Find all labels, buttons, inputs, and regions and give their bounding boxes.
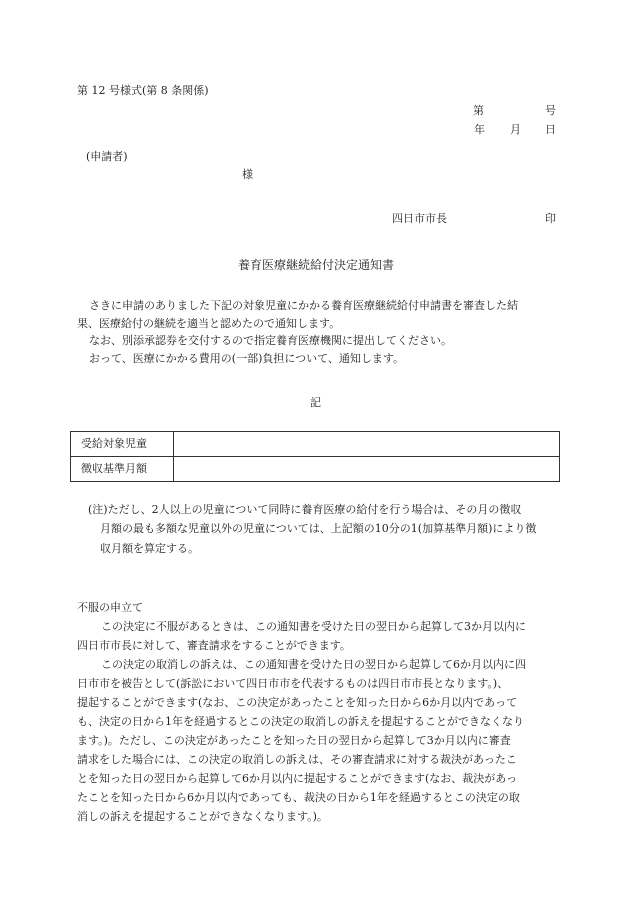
form-number: 第 12 号様式(第 8 条関係) [77,84,209,97]
table-row [71,432,560,457]
issuer-seal: 印 [545,212,556,225]
appeal-line: この決定の取消しの訴えは、この通知書を受けた日の翌日から起算して6か月以内に四 [101,658,526,672]
appeal-line: も、決定の日から1年を経過するとこの決定の取消しの訴えを提起することができなくなり [77,715,524,729]
appeal-heading: 不服の申立て [77,601,143,614]
note-line: 月額の最も多額な児童以外の児童については、上記額の10分の1(加算基準月額)により徴 [100,522,537,536]
table-row [71,457,560,482]
appeal-line: 四日市市長に対して、審査請求をすることができます。 [77,639,351,653]
appeal-line: 提起することができます(なお、この決定があったことを知った日から6か月以内であって [77,696,518,710]
appeal-line: たことを知った日から6か月以内であっても、裁決の日から1年を経過するとこの決定の取 [77,791,520,805]
document-title: 養育医療継続給付決定通知書 [238,258,395,272]
applicant-honorific: 様 [242,168,253,181]
appeal-line: 消しの訴えを提起することができなくなります。)。 [77,810,328,824]
table-label-amount: 徴収基準月額 [71,457,174,482]
date-year: 年 [474,123,485,136]
note-line: 収月額を算定する。 [100,541,199,555]
date-month: 月 [510,123,521,136]
body-line: なお、別添承認券を交付するので指定養育医療機関に提出してください。 [89,334,452,348]
appeal-line: 請求をした場合には、この決定の取消しの訴えは、その審査請求に対する裁決があったこ [77,753,517,767]
appeal-line: この決定に不服があるときは、この通知書を受けた日の翌日から起算して3か月以内に [101,620,526,634]
note-block [78,500,558,558]
appeal-section [77,598,557,826]
recipient-table [70,431,560,482]
appeal-line: とを知った日の翌日から起算して6か月以内に提起することができます(なお、裁決があっ [77,772,518,786]
body-line: おって、医療にかかる費用の(一部)負担について、通知します。 [89,351,405,365]
number-suffix: 号 [545,104,556,117]
number-prefix: 第 [473,104,484,117]
appeal-line: 日市市を被告として(訴訟において四日市市を代表するものは四日市市長となります。)、 [77,677,509,691]
issuer-name: 四日市市長 [392,212,447,225]
note-line: (注)ただし、2人以上の児童について同時に養育医療の給付を行う場合は、その月の徴収 [88,503,522,516]
table-label-child: 受給対象児童 [71,432,174,457]
date-day: 日 [545,123,556,136]
table-value-child [174,432,560,457]
table-value-amount [174,457,560,482]
applicant-label: (申請者) [86,150,128,163]
body-line: さきに申請のありました下記の対象児童にかかる養育医療継続給付申請書を審査した結 [89,299,518,312]
body-line: 果、医療給付の継続を適当と認めたので通知します。 [77,316,341,330]
body-text [77,297,557,367]
appeal-line: ます。)。ただし、この決定があったことを知った日の翌日から起算して3か月以内に審査 [77,734,511,748]
ki-heading: 記 [310,396,321,409]
